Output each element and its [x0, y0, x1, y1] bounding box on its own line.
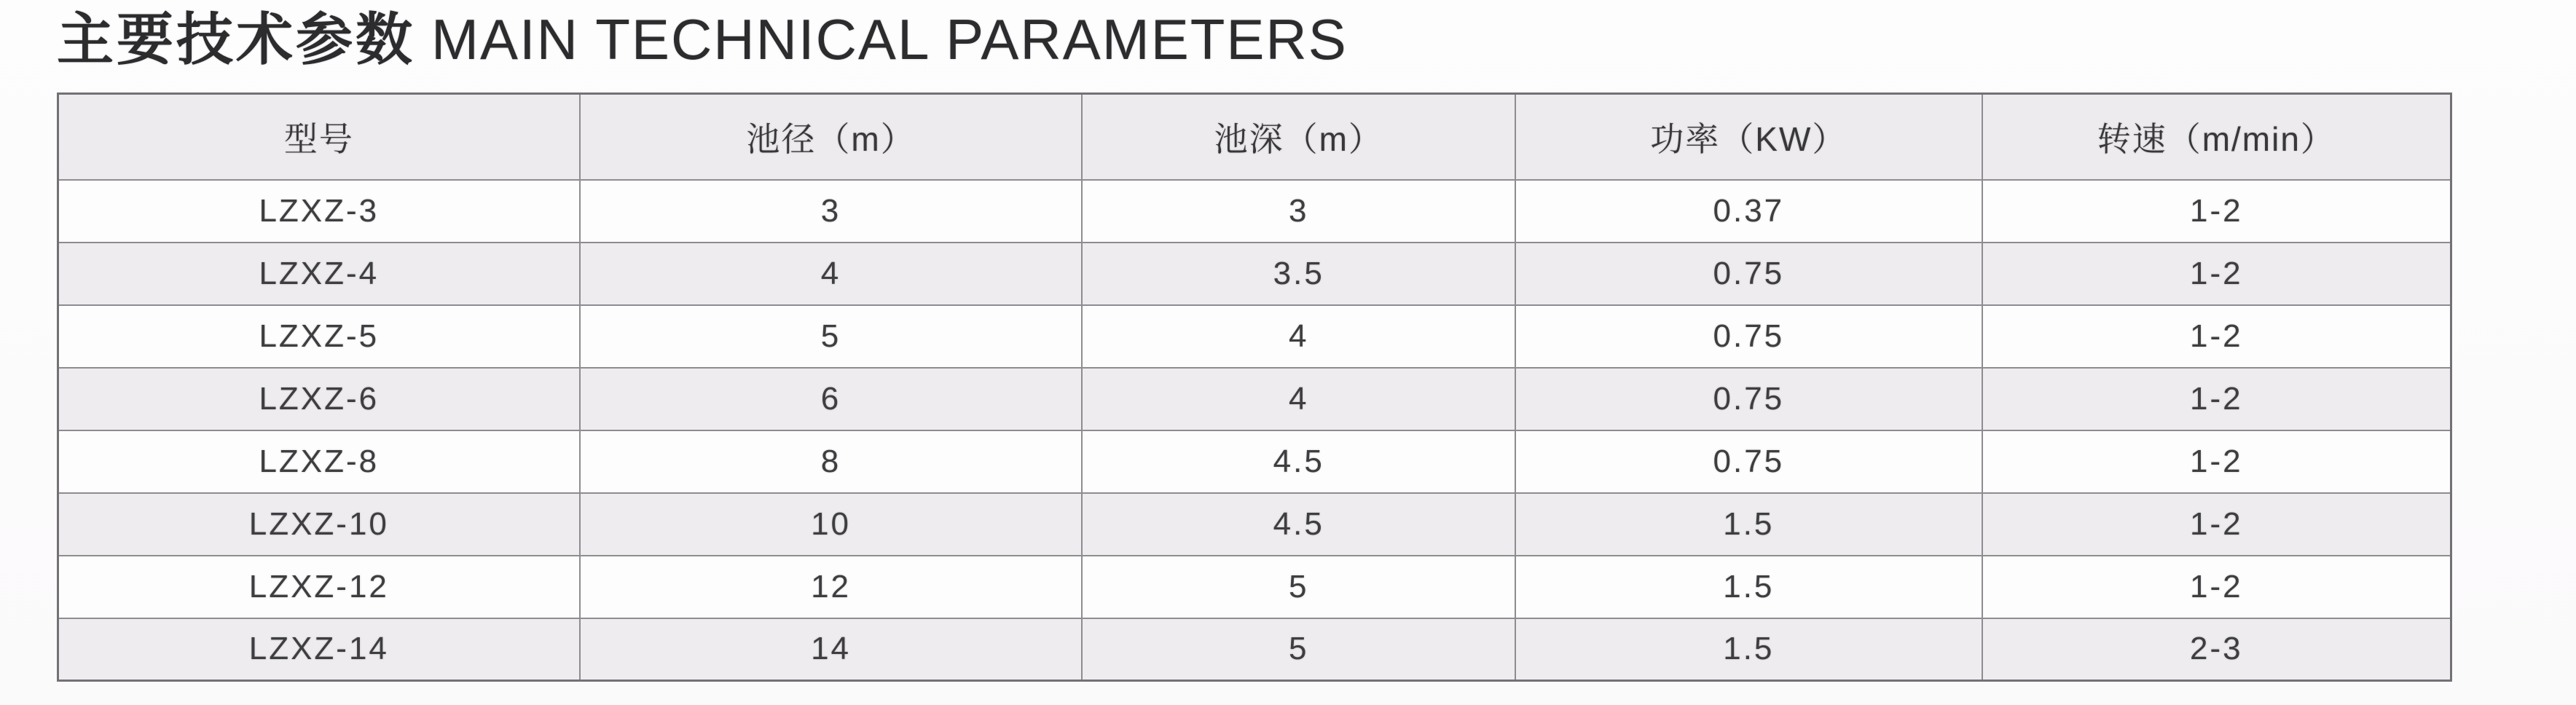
cell-model: LZXZ-4 [58, 243, 580, 305]
table-row [58, 556, 2451, 618]
cell-pool-diameter: 5 [580, 305, 1083, 368]
cell-power: 1.5 [1515, 493, 1982, 556]
page-title [57, 7, 1348, 73]
page-title-chinese: 主要技术参数 [57, 7, 416, 71]
column-header-model: 型号 [58, 94, 580, 180]
cell-power: 0.75 [1515, 243, 1982, 305]
cell-power: 0.75 [1515, 368, 1982, 430]
column-header-power: 功率（KW） [1515, 94, 1982, 180]
cell-power: 0.37 [1515, 180, 1982, 243]
cell-power: 1.5 [1515, 556, 1982, 618]
cell-pool-diameter: 8 [580, 430, 1083, 493]
cell-pool-depth: 4.5 [1082, 430, 1515, 493]
table-row [58, 368, 2451, 430]
cell-pool-depth: 5 [1082, 556, 1515, 618]
cell-pool-depth: 4.5 [1082, 493, 1515, 556]
cell-pool-diameter: 10 [580, 493, 1083, 556]
cell-speed: 1-2 [1982, 368, 2451, 430]
cell-pool-diameter: 12 [580, 556, 1083, 618]
cell-speed: 2-3 [1982, 618, 2451, 681]
cell-pool-diameter: 3 [580, 180, 1083, 243]
cell-pool-depth: 3.5 [1082, 243, 1515, 305]
cell-model: LZXZ-12 [58, 556, 580, 618]
cell-pool-depth: 4 [1082, 368, 1515, 430]
cell-speed: 1-2 [1982, 493, 2451, 556]
cell-power: 1.5 [1515, 618, 1982, 681]
column-header-pool-diameter: 池径（m） [580, 94, 1083, 180]
cell-pool-diameter: 14 [580, 618, 1083, 681]
column-header-pool-depth: 池深（m） [1082, 94, 1515, 180]
cell-speed: 1-2 [1982, 430, 2451, 493]
cell-pool-diameter: 6 [580, 368, 1083, 430]
cell-pool-depth: 4 [1082, 305, 1515, 368]
page-title-english: MAIN TECHNICAL PARAMETERS [431, 7, 1348, 71]
cell-speed: 1-2 [1982, 556, 2451, 618]
cell-pool-diameter: 4 [580, 243, 1083, 305]
table-row [58, 618, 2451, 681]
table-row [58, 493, 2451, 556]
cell-speed: 1-2 [1982, 180, 2451, 243]
table-row [58, 243, 2451, 305]
cell-model: LZXZ-14 [58, 618, 580, 681]
cell-model: LZXZ-10 [58, 493, 580, 556]
cell-model: LZXZ-8 [58, 430, 580, 493]
parameters-table [57, 92, 2452, 682]
cell-pool-depth: 5 [1082, 618, 1515, 681]
cell-speed: 1-2 [1982, 305, 2451, 368]
table-body [58, 180, 2451, 681]
cell-power: 0.75 [1515, 305, 1982, 368]
table-row [58, 430, 2451, 493]
table-header-row [58, 94, 2451, 180]
column-header-speed: 转速（m/min） [1982, 94, 2451, 180]
cell-power: 0.75 [1515, 430, 1982, 493]
table-row [58, 180, 2451, 243]
cell-model: LZXZ-3 [58, 180, 580, 243]
cell-model: LZXZ-6 [58, 368, 580, 430]
table-row [58, 305, 2451, 368]
cell-pool-depth: 3 [1082, 180, 1515, 243]
cell-model: LZXZ-5 [58, 305, 580, 368]
cell-speed: 1-2 [1982, 243, 2451, 305]
